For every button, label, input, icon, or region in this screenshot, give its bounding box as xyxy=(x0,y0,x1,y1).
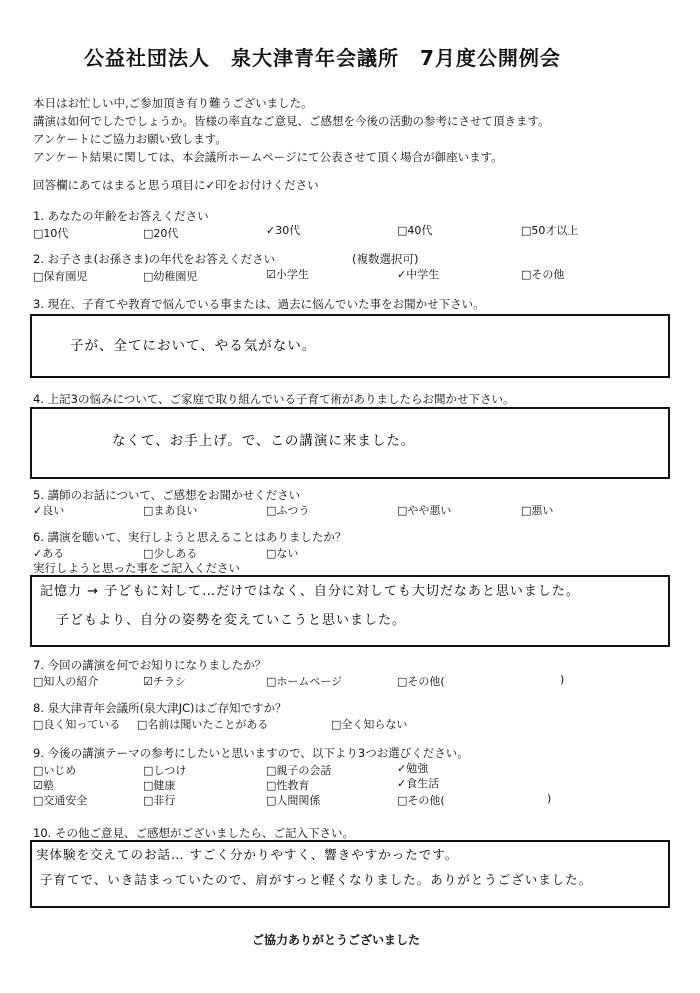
q7-option-acquaintance[interactable]: □知人の紹介 xyxy=(33,675,99,688)
q10-answer-line-1: 実体験を交えてのお話… すごく分かりやすく、響きやすかったです。 xyxy=(36,847,459,862)
q9-option-family-talk[interactable]: □親子の会話 xyxy=(266,764,332,777)
q6-label: 6. 講演を聴いて、実行しようと思えることはありましたか？ xyxy=(33,530,347,544)
checkbox-icon: □ xyxy=(143,779,154,792)
checkbox-icon: □ xyxy=(521,504,532,517)
checkbox-icon: □ xyxy=(143,794,154,807)
checkbox-icon: □ xyxy=(33,794,44,807)
checkbox-icon: □ xyxy=(266,504,277,517)
checkbox-icon: □ xyxy=(33,270,44,283)
q8-label: 8. 泉大津青年会議所(泉大津JC)はご存知ですか？ xyxy=(33,701,287,715)
checkbox-icon: □ xyxy=(33,675,44,688)
checkbox-icon: □ xyxy=(397,675,408,688)
q9-label: 9. 今後の講演テーマの参考にしたいと思いますので、以下より3つお選びください。 xyxy=(33,746,469,760)
q8-option-unknown[interactable]: □全く知らない xyxy=(331,718,408,731)
checkbox-icon: □ xyxy=(33,718,44,731)
q4-answer: なくて、お手上げ。で、この講演に来ました。 xyxy=(112,433,416,449)
q5-option-bad[interactable]: □悪い xyxy=(521,504,554,517)
q10-answer-line-2: 子育てで、いき詰まっていたので、肩がすっと軽くなりました。ありがとうございました。 xyxy=(40,872,593,887)
checkbox-icon: □ xyxy=(397,794,408,807)
q9-option-discipline[interactable]: □しつけ xyxy=(143,764,187,777)
checked-box-icon: ☑ xyxy=(33,779,43,792)
q5-option-somewhat-bad[interactable]: □やや悪い xyxy=(397,504,452,517)
checkbox-icon: □ xyxy=(266,675,277,688)
q3-label: 3. 現在、子育てや教育で悩んでいる事または、過去に悩んでいた事をお聞かせ下さい。 xyxy=(33,297,485,311)
checkbox-icon: □ xyxy=(521,224,532,237)
checkbox-icon: □ xyxy=(331,718,342,731)
q9-option-health[interactable]: □健康 xyxy=(143,779,176,792)
q9-option-traffic-safety[interactable]: □交通安全 xyxy=(33,794,88,807)
closing-message: ご協力ありがとうございました xyxy=(252,933,421,947)
q3-answer: 子が、全てにおいて、やる気がない。 xyxy=(70,338,317,354)
q2-option-middle[interactable]: ✓中学生 xyxy=(397,268,440,281)
q9-option-delinquency[interactable]: □非行 xyxy=(143,794,176,807)
checkbox-icon: □ xyxy=(143,547,154,560)
q9-option-study[interactable]: ✓勉強 xyxy=(397,762,429,775)
checkmark-icon: ✓ xyxy=(33,547,43,560)
q5-label: 5. 講師のお話について、ご感想をお聞かせください xyxy=(33,488,301,502)
checkmark-icon: ✓ xyxy=(33,504,43,517)
q2-label: 2. お子さま(お孫さま)の年代をお答えください xyxy=(33,252,276,266)
q6-option-a-little[interactable]: □少しある xyxy=(143,547,198,560)
q1-option-30s[interactable]: ✓30代 xyxy=(266,224,301,237)
q7-other-close: ) xyxy=(560,673,565,686)
q9-other-close: ) xyxy=(547,792,552,805)
q6-answer-line-2: 子どもより、自分の姿勢を変えていこうと思いました。 xyxy=(56,613,407,628)
q9-option-bullying[interactable]: □いじめ xyxy=(33,764,77,777)
q1-option-50plus[interactable]: □50才以上 xyxy=(521,224,579,237)
checked-box-icon: ☑ xyxy=(143,675,153,688)
checkbox-icon: □ xyxy=(143,764,154,777)
checkmark-icon: ✓ xyxy=(397,762,407,775)
checkbox-icon: □ xyxy=(143,270,154,283)
q10-label: 10. その他ご意見、ご感想がございましたら、ご記入下さい。 xyxy=(33,826,354,840)
checked-box-icon: ☑ xyxy=(266,268,276,281)
q10-answer-box[interactable] xyxy=(30,840,670,908)
q1-option-10s[interactable]: □10代 xyxy=(33,227,69,240)
q7-label: 7. 今回の講演を何でお知りになりましたか？ xyxy=(33,658,267,672)
checkmark-icon: ✓ xyxy=(397,268,407,281)
q3-answer-box[interactable] xyxy=(30,314,670,378)
intro-line-3: アンケートにご協力お願い致します。 xyxy=(33,132,227,146)
intro-line-2: 講演は如何でしたでしょうか。皆様の率直なご意見、ご感想を今後の活動の参考にさせて頂きます。 xyxy=(33,114,550,128)
q5-option-good[interactable]: ✓良い xyxy=(33,504,65,517)
q4-label: 4. 上記3の悩みについて、ご家庭で取り組んでいる子育て術がありましたらお聞かせ下さい。 xyxy=(33,392,515,406)
q6-sub-label: 実行しようと思った事をご記入ください xyxy=(33,561,240,575)
q2-option-other[interactable]: □その他 xyxy=(521,268,565,281)
checkbox-icon: □ xyxy=(33,764,44,777)
q2-option-nursery[interactable]: □保育園児 xyxy=(33,270,88,283)
checkbox-icon: □ xyxy=(143,227,154,240)
page-title: 公益社団法人 泉大津青年会議所 7月度公開例会 xyxy=(84,46,561,70)
q1-option-40s[interactable]: □40代 xyxy=(397,224,433,237)
q9-option-relationships[interactable]: □人間関係 xyxy=(266,794,321,807)
q1-option-20s[interactable]: □20代 xyxy=(143,227,179,240)
q9-option-other[interactable]: □その他( xyxy=(397,794,445,807)
checkbox-icon: □ xyxy=(143,504,154,517)
q5-option-average[interactable]: □ふつう xyxy=(266,504,310,517)
q9-option-sex-education[interactable]: □性教育 xyxy=(266,779,310,792)
q6-answer-box[interactable] xyxy=(30,575,670,647)
checkbox-icon: □ xyxy=(397,224,408,237)
checkbox-icon: □ xyxy=(137,718,148,731)
checkmark-icon: ✓ xyxy=(266,224,276,237)
q1-label: 1. あなたの年齢をお答えください xyxy=(33,209,209,223)
q2-option-elementary[interactable]: ☑小学生 xyxy=(266,268,309,281)
q9-option-cram-school[interactable]: ☑塾 xyxy=(33,779,54,792)
q2-option-kindergarten[interactable]: □幼稚園児 xyxy=(143,270,198,283)
q5-option-fairly-good[interactable]: □まあ良い xyxy=(143,504,198,517)
checkmark-icon: ✓ xyxy=(397,777,407,790)
q6-option-yes[interactable]: ✓ある xyxy=(33,547,65,560)
q2-note: (複数選択可) xyxy=(352,252,419,266)
checkbox-icon: □ xyxy=(266,764,277,777)
q7-option-homepage[interactable]: □ホームページ xyxy=(266,675,343,688)
checkbox-icon: □ xyxy=(33,227,44,240)
q6-option-no[interactable]: □ない xyxy=(266,547,299,560)
q8-option-well-known[interactable]: □良く知っている xyxy=(33,718,121,731)
q8-option-heard-name[interactable]: □名前は聞いたことがある xyxy=(137,718,269,731)
intro-line-4: アンケート結果に関しては、本会議所ホームページにて公表させて頂く場合が御座います。 xyxy=(33,150,503,164)
checkbox-icon: □ xyxy=(266,794,277,807)
checkbox-icon: □ xyxy=(266,547,277,560)
checkbox-icon: □ xyxy=(397,504,408,517)
q7-option-flyer[interactable]: ☑チラシ xyxy=(143,675,186,688)
checkbox-icon: □ xyxy=(521,268,532,281)
checkbox-icon: □ xyxy=(266,779,277,792)
q4-answer-box[interactable] xyxy=(30,407,670,479)
q9-option-diet[interactable]: ✓食生活 xyxy=(397,777,440,790)
q6-answer-line-1: 記憶力 → 子どもに対して…だけではなく、自分に対しても大切だなあと思いました。 xyxy=(40,584,580,599)
instruction: 回答欄にあてはまると思う項目に✓印をお付けください xyxy=(33,178,319,192)
intro-line-1: 本日はお忙しい中,ご参加頂き有り難うございました。 xyxy=(33,96,313,110)
q7-option-other[interactable]: □その他( xyxy=(397,675,445,688)
